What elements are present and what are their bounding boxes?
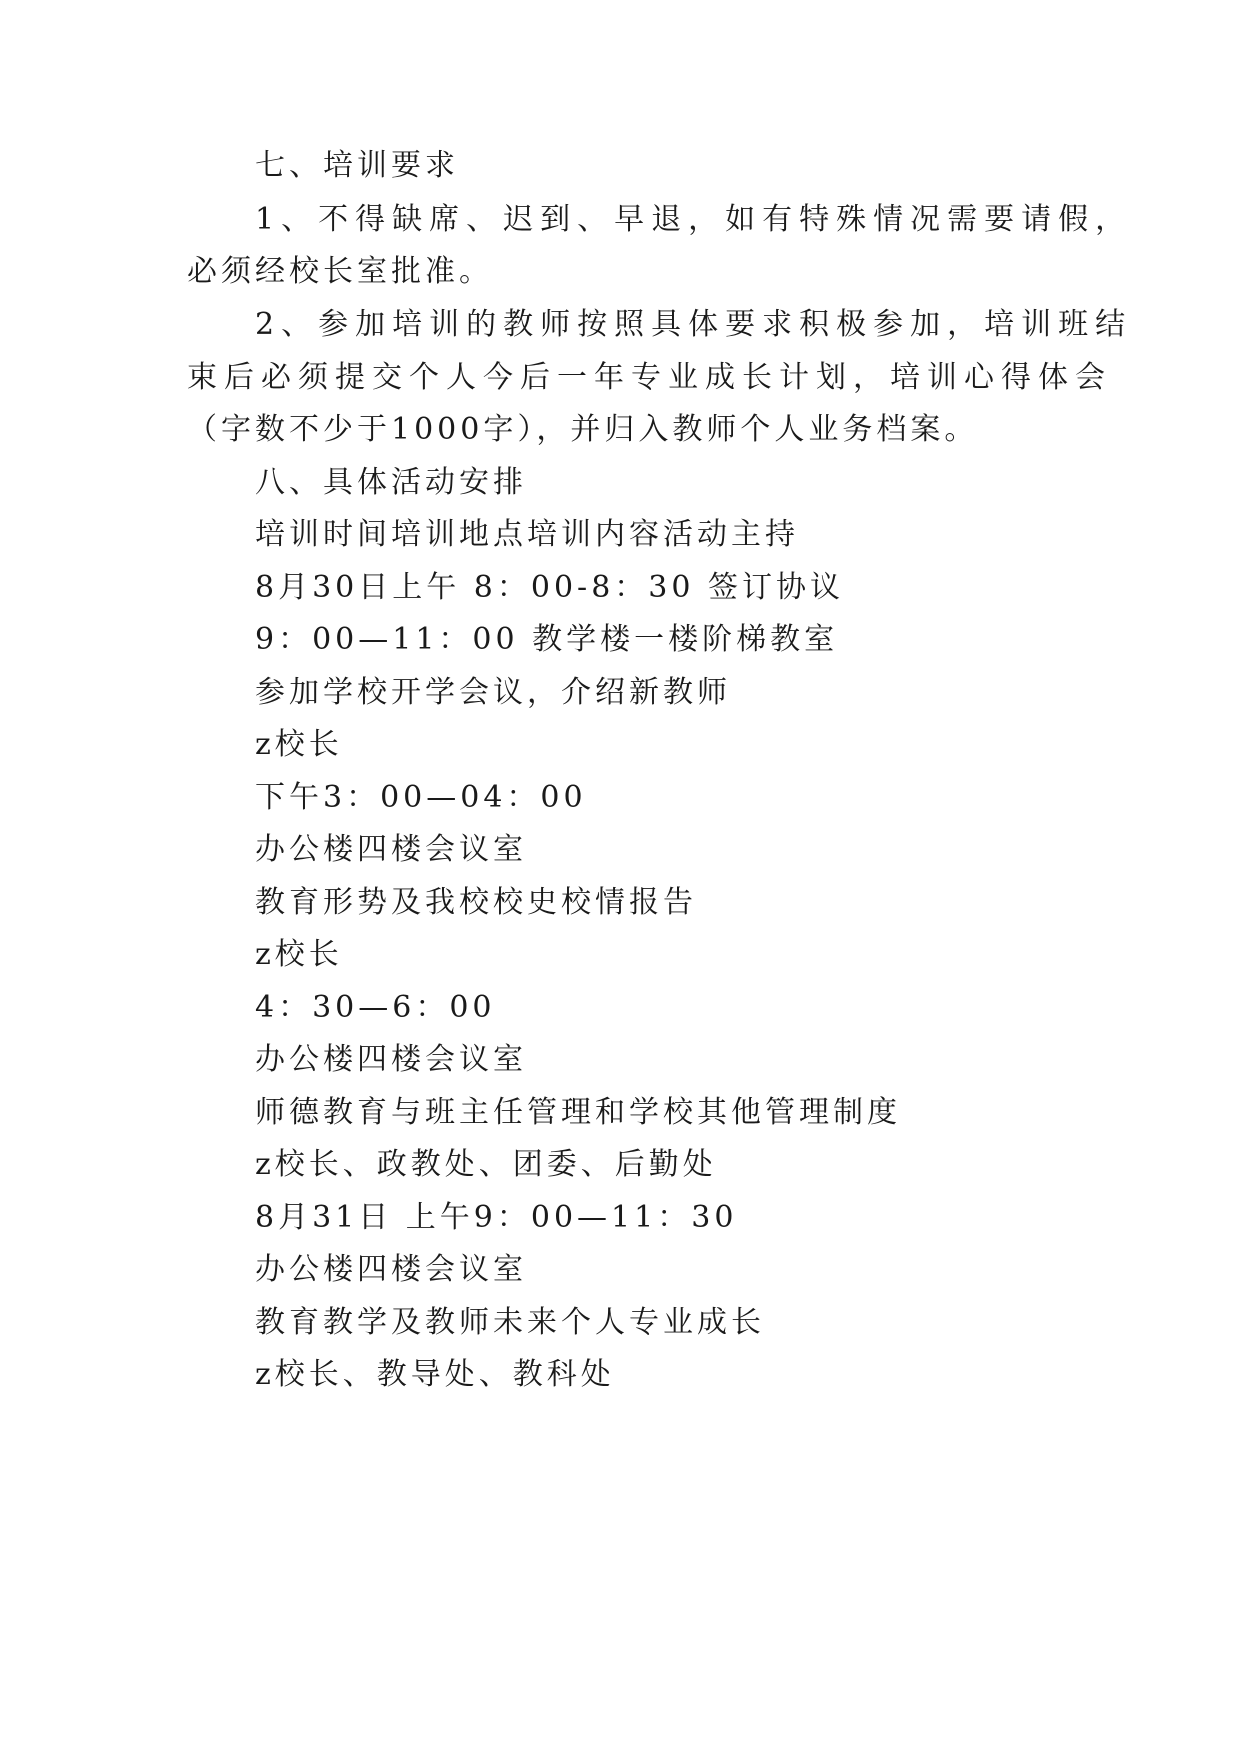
schedule-line: 办公楼四楼会议室 [255,1042,527,1077]
schedule-line: 办公楼四楼会议室 [255,1252,527,1287]
schedule-line: 8月31日 上午9：00—11：30 [255,1200,738,1235]
paragraph-line: 2、参加培训的教师按照具体要求积极参加，培训班结 [255,307,1133,342]
section-heading-training-requirements: 七、培训要求 [255,148,459,183]
schedule-line: z校长 [255,727,343,762]
paragraph-line: （字数不少于1000字），并归入教师个人业务档案。 [187,412,979,447]
schedule-line: z校长 [255,937,343,972]
paragraph-line: 1、不得缺席、迟到、早退，如有特殊情况需要请假， [255,202,1133,237]
schedule-line: 参加学校开学会议，介绍新教师 [255,675,731,710]
schedule-line: z校长、政教处、团委、后勤处 [255,1147,717,1182]
section-heading-activity-schedule: 八、具体活动安排 [255,465,527,500]
schedule-line: z校长、教导处、教科处 [255,1357,615,1392]
paragraph-line: 必须经校长室批准。 [187,254,493,289]
schedule-line: 办公楼四楼会议室 [255,832,527,867]
schedule-line: 教育教学及教师未来个人专业成长 [255,1305,765,1340]
paragraph-line: 束后必须提交个人今后一年专业成长计划，培训心得体会 [187,360,1112,395]
schedule-line: 4：30—6：00 [255,990,496,1025]
schedule-header-line: 培训时间培训地点培训内容活动主持 [255,517,799,552]
schedule-line: 师德教育与班主任管理和学校其他管理制度 [255,1095,901,1130]
schedule-line: 9：00—11：00 教学楼一楼阶梯教室 [255,622,839,657]
schedule-line: 教育形势及我校校史校情报告 [255,885,697,920]
schedule-line: 8月30日上午 8：00-8：30 签订协议 [255,570,844,605]
schedule-line: 下午3：00—04：00 [255,780,587,815]
